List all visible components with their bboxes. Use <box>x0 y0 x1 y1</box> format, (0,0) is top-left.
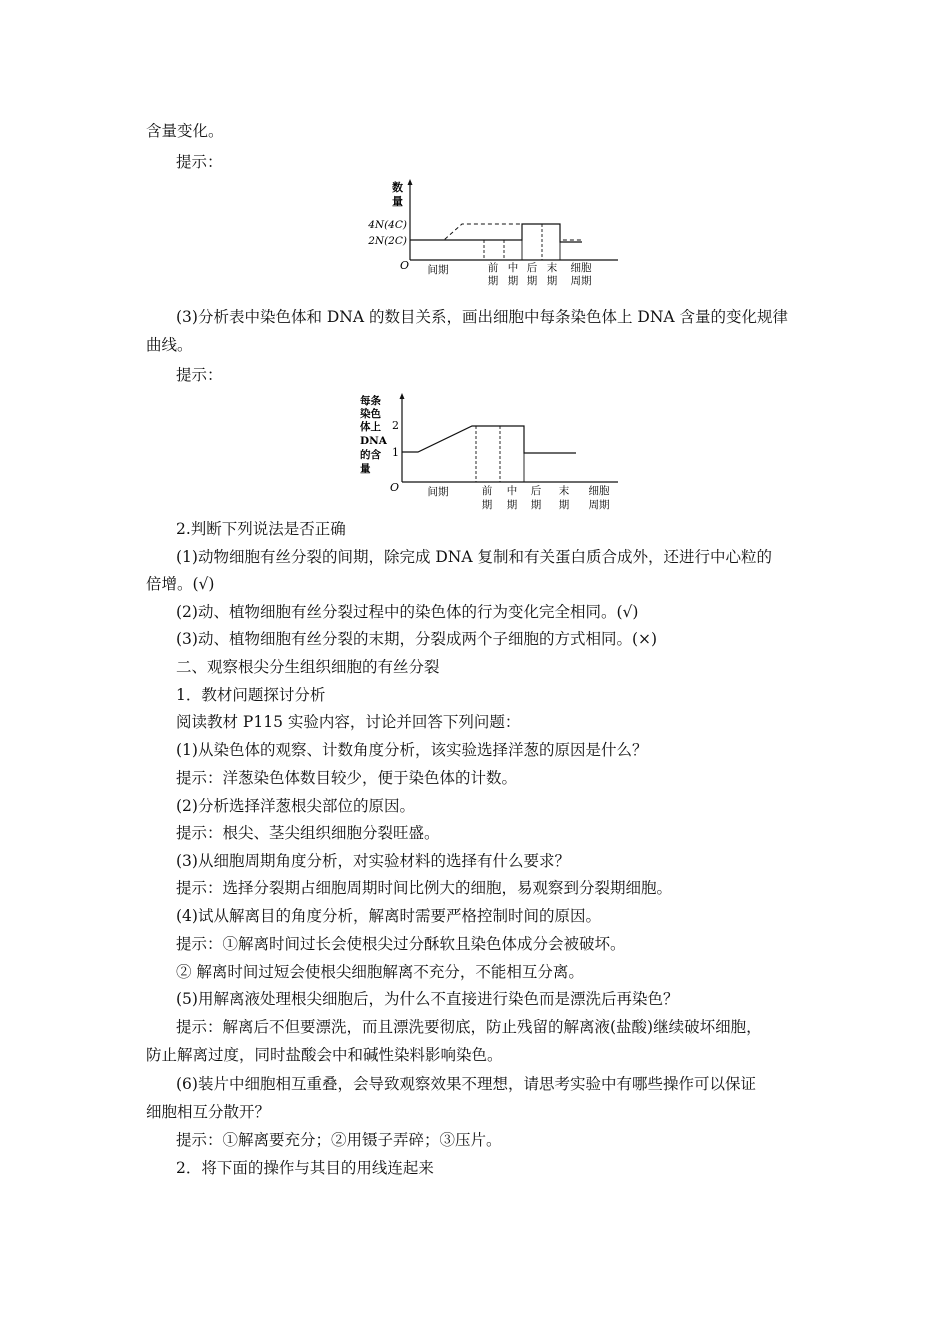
text-line: 阅读教材 P115 实验内容，讨论并回答下列问题： <box>176 713 521 731</box>
y-tick-label-1: 1 <box>392 446 399 459</box>
x-label-cell-cycle: 周期 <box>570 275 592 287</box>
text-line: (2)分析选择洋葱根尖部位的原因。 <box>176 797 415 815</box>
text-line: (3)动、植物细胞有丝分裂的末期，分裂成两个子细胞的方式相同。(×) <box>176 630 658 648</box>
y-axis-label-line: 每条 <box>360 395 381 407</box>
y-axis-label-line: 量 <box>360 463 371 475</box>
y-axis-label-line: 染色 <box>360 408 381 420</box>
text-line: (2)动、植物细胞有丝分裂过程中的染色体的行为变化完全相同。(√) <box>176 603 639 621</box>
x-label-metaphase: 期 <box>506 499 518 511</box>
x-label-prophase: 前 <box>487 262 499 274</box>
section-heading: 二、观察根尖分生组织细胞的有丝分裂 <box>176 658 440 676</box>
text-line: (1)动物细胞有丝分裂的间期，除完成 DNA 复制和有关蛋白质合成外，还进行中心粒的 <box>176 548 772 566</box>
text-line: 提示： <box>176 366 223 384</box>
text-line: 2．将下面的操作与其目的用线连起来 <box>176 1159 434 1177</box>
text-line: (4)试从解离目的角度分析，解离时需要严格控制时间的原因。 <box>176 907 601 925</box>
y-tick-label-2n: 2N(2C) <box>368 235 407 247</box>
x-label-anaphase: 后 <box>530 485 542 497</box>
dna-per-chromosome-curve <box>402 426 576 453</box>
x-label-telophase: 期 <box>558 499 570 511</box>
text-line: 细胞相互分散开？ <box>146 1103 271 1121</box>
text-line: 提示：根尖、茎尖组织细胞分裂旺盛。 <box>176 824 440 842</box>
text-line: 曲线。 <box>146 336 193 354</box>
text-line: (6)装片中细胞相互重叠，会导致观察效果不理想，请思考实验中有哪些操作可以保证 <box>176 1075 756 1093</box>
text-line: ② 解离时间过短会使根尖细胞解离不充分，不能相互分离。 <box>176 963 584 981</box>
text-line: 防止解离过度，同时盐酸会中和碱性染料影响染色。 <box>146 1046 503 1064</box>
text-line: 提示：选择分裂期占细胞周期时间比例大的细胞，易观察到分裂期细胞。 <box>176 879 673 897</box>
text-line: 提示：①解离时间过长会使根尖过分酥软且染色体成分会被破坏。 <box>176 935 626 953</box>
chromosome-number-curve <box>410 224 582 242</box>
x-label-metaphase: 中 <box>506 485 518 497</box>
y-tick-label-2: 2 <box>392 419 399 432</box>
text-line: 提示：①解离要充分；②用镊子弄碎；③压片。 <box>176 1131 502 1149</box>
x-label-prophase: 前 <box>481 485 493 497</box>
x-label-metaphase: 中 <box>507 262 519 274</box>
x-label-cell-cycle: 周期 <box>588 499 610 511</box>
origin-label: O <box>400 259 410 272</box>
text-line: 2.判断下列说法是否正确 <box>176 520 346 538</box>
text-line: (1)从染色体的观察、计数角度分析，该实验选择洋葱的原因是什么？ <box>176 741 648 759</box>
chromosome-dna-count-figure <box>360 178 620 290</box>
y-axis-label-char: 数 <box>392 181 403 194</box>
dna-content-curve <box>410 224 582 240</box>
x-label-anaphase: 期 <box>526 275 538 287</box>
text-line: 1．教材问题探讨分析 <box>176 686 326 704</box>
text-line: 提示：解离后不但要漂洗，而且漂洗要彻底，防止残留的解离液(盐酸)继续破坏细胞， <box>176 1018 762 1036</box>
y-axis-label-line: DNA <box>360 435 387 447</box>
text-line: 含量变化。 <box>146 122 224 140</box>
dna-per-chromosome-figure <box>352 392 622 516</box>
x-label-interphase: 间期 <box>427 486 449 498</box>
x-label-anaphase: 后 <box>526 262 538 274</box>
y-axis-label-char: 量 <box>392 195 403 208</box>
text-line: 提示：洋葱染色体数目较少，便于染色体的计数。 <box>176 769 518 787</box>
x-label-telophase: 末 <box>546 262 558 274</box>
text-line: (3)从细胞周期角度分析，对实验材料的选择有什么要求？ <box>176 852 570 870</box>
text-line: 倍增。(√) <box>146 575 215 593</box>
x-label-anaphase: 期 <box>530 499 542 511</box>
x-label-prophase: 期 <box>487 275 499 287</box>
y-axis-arrow <box>400 393 405 399</box>
y-tick-label-4n: 4N(4C) <box>368 219 407 231</box>
x-label-cell-cycle: 细胞 <box>588 485 610 497</box>
text-line: (5)用解离液处理根尖细胞后，为什么不直接进行染色而是漂洗后再染色？ <box>176 990 679 1008</box>
text-line: 提示： <box>176 153 223 171</box>
y-axis-label-line: 的含 <box>360 449 381 461</box>
text-line: (3)分析表中染色体和 DNA 的数目关系，画出细胞中每条染色体上 DNA 含量的变化规律 <box>176 308 789 326</box>
x-label-telophase: 期 <box>546 275 558 287</box>
x-label-telophase: 末 <box>558 485 570 497</box>
x-label-cell-cycle: 细胞 <box>570 262 592 274</box>
y-axis-arrow <box>408 179 413 185</box>
origin-label: O <box>390 481 400 494</box>
x-label-interphase: 间期 <box>427 264 449 276</box>
x-label-prophase: 期 <box>481 499 493 511</box>
y-axis-label-line: 体上 <box>360 421 381 433</box>
x-label-metaphase: 期 <box>507 275 519 287</box>
